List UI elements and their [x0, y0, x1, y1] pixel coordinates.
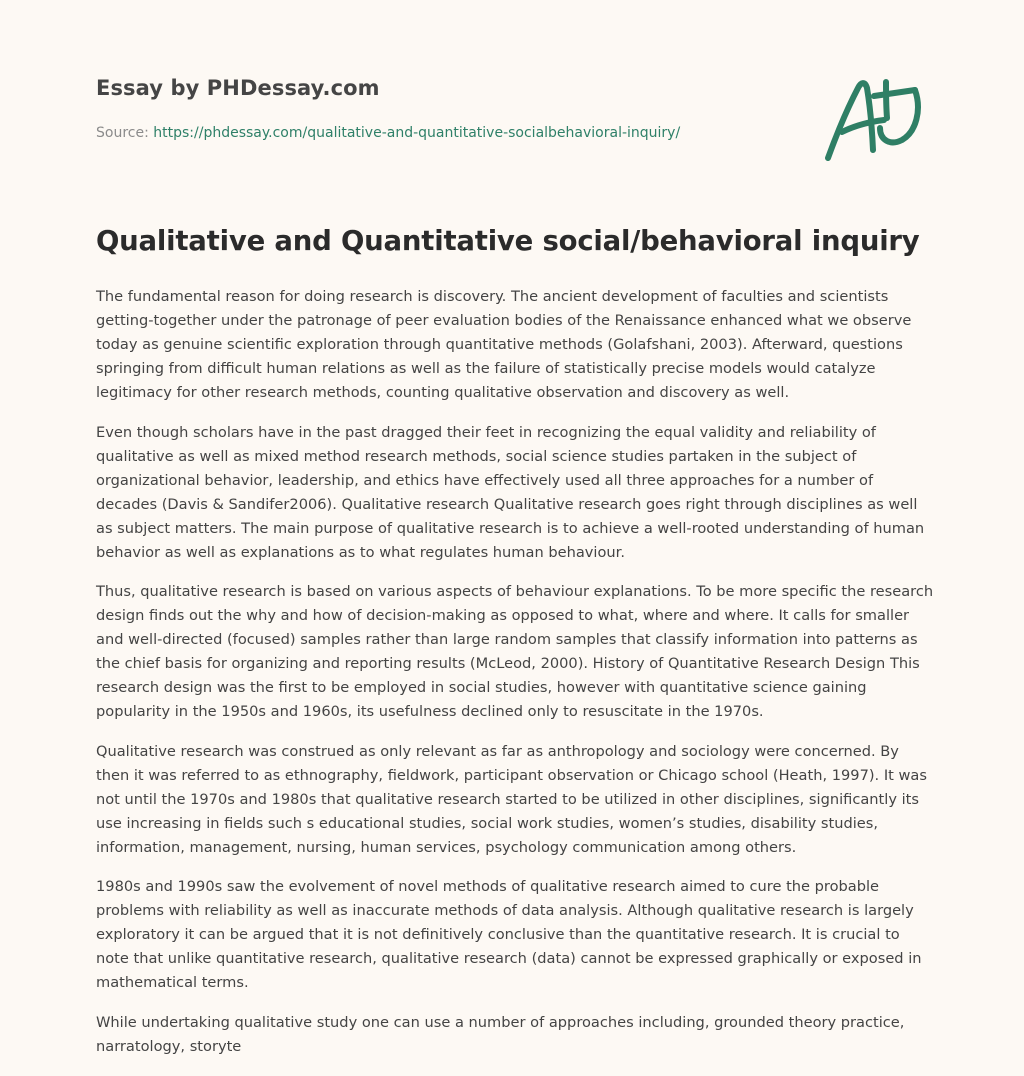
- paragraph: 1980s and 1990s saw the evolvement of novel methods of qualitative research aimed to cure the probable problems with reliability as well as inaccurate methods of data analysis. Although qualitative research is largely exploratory it can be argued that it is not definitively conclusive than the quantitative research. It is crucial to note that unlike quantitative research, qualitative research (data) cannot be expressed graphically or exposed in mathematical terms.: [96, 878, 922, 991]
- source-label: Source:: [96, 125, 149, 141]
- page-title: Qualitative and Quantitative social/behavioral inquiry: [96, 225, 920, 257]
- paragraph: Qualitative research was construed as only relevant as far as anthropology and sociology were concerned. By then it was referred to as ethnography, fieldwork, participant observation or Chicago school (Heath, 1997). It was not until the 1970s and 1980s that qualitative research started to be utilized in other disciplines, significantly its use increasing in fields such s educational studies, social work studies, women’s studies, disability studies, information, management, nursing, human services, psychology communication among others.: [96, 742, 927, 856]
- source-line: [96, 125, 680, 141]
- paragraph: Thus, qualitative research is based on various aspects of behaviour explanations. To be more specific the research design finds out the why and how of decision-making as opposed to what, where and where. It calls for smaller and well-directed (focused) samples rather than large random samples that classify information into patterns as the chief basis for organizing and reporting results (McLeod, 2000). History of Quantitative Research Design This research design was the first to be employed in social studies, however with quantitative science gaining popularity in the 1950s and 1960s, its usefulness declined only to resuscitate in the 1970s.: [96, 583, 934, 720]
- paragraph: The fundamental reason for doing research is discovery. The ancient development of faculties and scientists getting-together under the patronage of peer evaluation bodies of the Renaissance enhanced what we observe today as genuine scientific exploration through quantitative methods (Golafshani, 2003). Afterward, questions springing from difficult human relations as well as the failure of statistically precise models would catalyze legitimacy for other research methods, counting qualitative observation and discovery as well.: [96, 288, 912, 401]
- a-plus-grade-icon: [818, 66, 928, 166]
- paragraph: Even though scholars have in the past dragged their feet in recognizing the equal validity and reliability of qualitative as well as mixed method research methods, social science studies partaken in the subject of organizational behavior, leadership, and ethics have effectively used all three approaches for a number of decades (Davis & Sandifer2006). Qualitative research Qualitative research goes right through disciplines as well as subject matters. The main purpose of qualitative research is to achieve a well-rooted understanding of human behavior as well as explanations as to what regulates human behaviour.: [96, 423, 925, 561]
- paragraph: While undertaking qualitative study one can use a number of approaches including, grounded theory practice, narratology, storyte: [96, 1013, 905, 1055]
- site-brand: Essay by PHDessay.com: [96, 76, 380, 100]
- article-body: [96, 285, 936, 1074]
- source-link[interactable]: https://phdessay.com/qualitative-and-quantitative-socialbehavioral-inquiry/: [153, 125, 681, 141]
